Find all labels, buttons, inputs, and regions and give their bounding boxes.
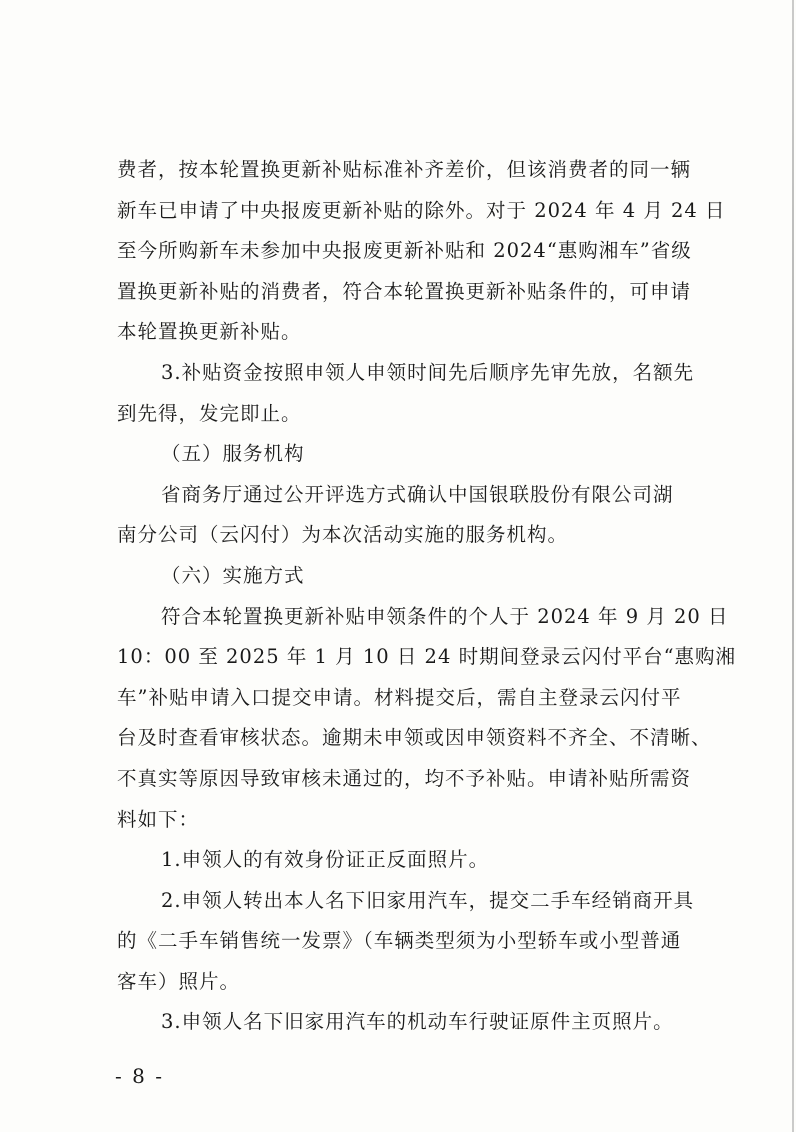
paragraph-line: 到先得，发完即止。 [117, 401, 302, 425]
section-heading: （五）服务机构 [161, 442, 305, 466]
paragraph-line: 台及时查看审核状态。逾期未申领或因申领资料不齐全、不清晰、 [117, 726, 712, 750]
list-item: 3.申领人名下旧家用汽车的机动车行驶证原件主页照片。 [161, 1010, 674, 1034]
list-item: 2.申领人转出本人名下旧家用汽车，提交二手车经销商开具 [161, 888, 695, 912]
paragraph-line: 符合本轮置换更新补贴申领条件的个人于 2024 年 9 月 20 日 [161, 604, 729, 628]
paragraph-line: 的《二手车销售统一发票》（车辆类型须为小型轿车或小型普通 [117, 929, 682, 953]
page-number: - 8 - [115, 1064, 164, 1088]
paragraph-line: 新车已申请了中央报废更新补贴的除外。对于 2024 年 4 月 24 日 [117, 198, 726, 222]
paragraph-line: 费者，按本轮置换更新补贴标准补齐差价，但该消费者的同一辆 [117, 158, 692, 181]
paragraph-line: 至今所购新车未参加中央报废更新补贴和 2024“惠购湘车”省级 [117, 239, 692, 263]
paragraph-line: 省商务厅通过公开评选方式确认中国银联股份有限公司湖 [161, 482, 674, 506]
paragraph-line: 车”补贴申请入口提交申请。材料提交后，需自主登录云闪付平 [117, 685, 682, 709]
paragraph-line: 料如下： [117, 807, 200, 831]
paragraph-line: 置换更新补贴的消费者，符合本轮置换更新补贴条件的，可申请 [117, 279, 692, 303]
scan-edge [792, 0, 794, 1132]
paragraph-line: 南分公司（云闪付）为本次活动实施的服务机构。 [117, 523, 569, 547]
section-heading: （六）实施方式 [161, 563, 305, 587]
paragraph-line: 3.补贴资金按照申领人申领时间先后顺序先审先放，名额先 [161, 360, 695, 384]
paragraph-line: 本轮置换更新补贴。 [117, 320, 302, 344]
paragraph-line: 不真实等原因导致审核未通过的，均不予补贴。申请补贴所需资 [117, 766, 692, 790]
paragraph-line: 客车）照片。 [117, 969, 241, 993]
document-body [117, 150, 737, 1043]
list-item: 1.申领人的有效身份证正反面照片。 [161, 848, 490, 872]
paragraph-line: 10：00 至 2025 年 1 月 10 日 24 时期间登录云闪付平台“惠购湘 [117, 645, 737, 669]
